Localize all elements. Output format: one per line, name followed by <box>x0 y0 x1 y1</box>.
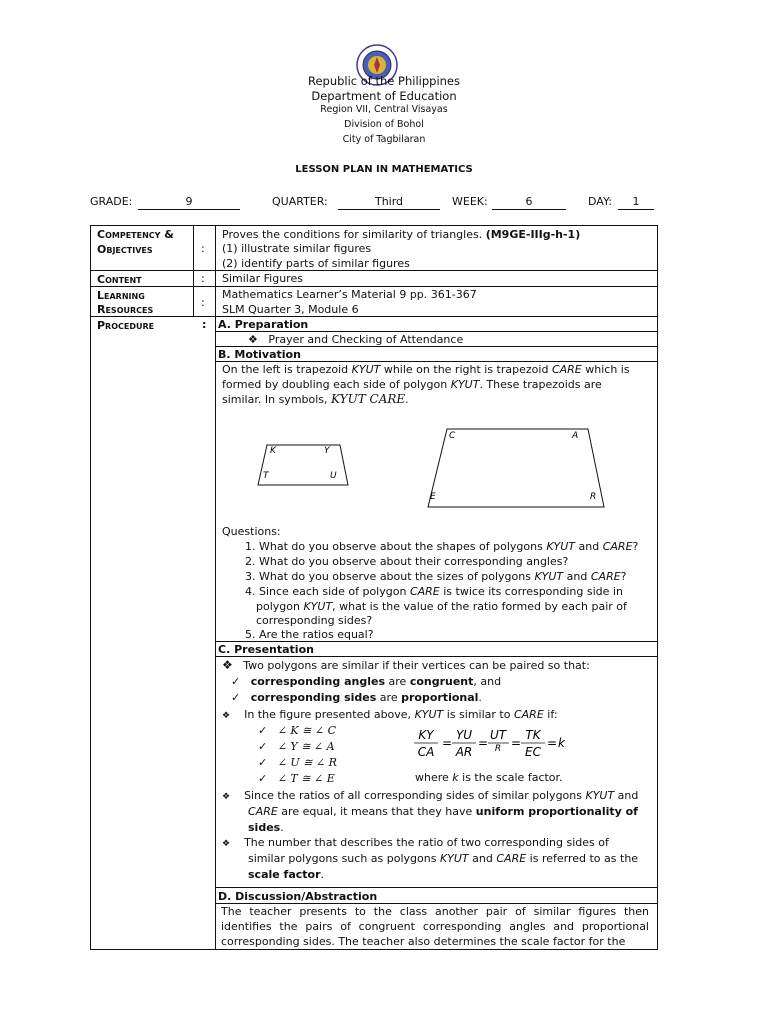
question-4-end: corresponding sides? <box>256 614 373 627</box>
table-divider <box>193 225 194 317</box>
header-republic: Republic of the Philippines <box>307 74 461 88</box>
check-icon: ✓ <box>258 724 268 737</box>
row-divider <box>90 316 658 317</box>
diamond-bullet-icon: ❖ <box>222 792 231 802</box>
discussion-paragraph: The teacher presents to the class another pair of similar figures then identifies the pairs of congruent corresponding angles and proportional corresponding sides. The teacher also determines the scale factor for the <box>221 905 649 948</box>
colon: : <box>201 272 205 285</box>
quarter-value: Third <box>338 195 440 210</box>
condition-angles: ✓ corresponding angles are congruent, and <box>231 675 502 688</box>
vertex-c: C <box>449 431 456 441</box>
presentation-bullet-3: ❖ Since the ratios of all corresponding sides of similar polygons KYUT and <box>222 789 639 802</box>
learning-label: Learning <box>97 289 145 302</box>
resources-label: Resources <box>97 303 154 316</box>
ratio-equation <box>412 727 582 761</box>
equals-sign: = <box>442 736 453 750</box>
scale-k: k <box>558 736 565 750</box>
presentation-bullet-4-cont: similar polygons such as polygons KYUT and CARE is referred to as the <box>248 852 639 865</box>
content-value: Similar Figures <box>222 272 303 285</box>
questions-label: Questions: <box>222 525 281 538</box>
header-division: Division of Bohol <box>344 119 424 130</box>
objective-1: (1) illustrate similar figures <box>222 242 372 255</box>
diamond-bullet-icon: ❖ <box>222 839 231 849</box>
preparation-heading: A. Preparation <box>218 318 309 331</box>
check-icon: ✓ <box>258 772 268 785</box>
content-label: Content <box>97 273 142 286</box>
vertex-k: K <box>270 446 276 456</box>
motivation-heading: B. Motivation <box>218 348 301 361</box>
check-icon: ✓ <box>231 691 241 704</box>
trapezoid-figures <box>250 425 650 515</box>
question-5: 5. Are the ratios equal? <box>245 628 374 641</box>
page-title: LESSON PLAN IN MATHEMATICS <box>295 164 473 175</box>
check-icon: ✓ <box>231 675 241 688</box>
angle-congruence: ✓ ∠ K ≅ ∠ C <box>258 724 336 737</box>
colon: : <box>201 242 205 255</box>
presentation-bullet-2: ❖ In the figure presented above, KYUT is similar to CARE if: <box>222 708 558 721</box>
header-region: Region VII, Central Visayas <box>320 104 448 115</box>
row-divider <box>215 887 658 888</box>
presentation-bullet-3-end: sides. <box>248 821 284 834</box>
ratio-num: UT <box>489 728 507 742</box>
presentation-bullet-3-cont: CARE are equal, it means that they have uniform proportionality of <box>248 805 638 818</box>
procedure-label: Procedure <box>97 319 155 332</box>
motivation-line-2: formed by doubling each side of polygon KYUT. These trapezoids are <box>222 378 602 391</box>
discussion-heading: D. Discussion/Abstraction <box>218 890 378 903</box>
vertex-y: Y <box>324 446 330 456</box>
resource-2: SLM Quarter 3, Module 6 <box>222 303 359 316</box>
question-3: 3. What do you observe about the sizes of polygons KYUT and CARE? <box>245 570 627 583</box>
equals-sign: = <box>478 736 489 750</box>
equals-sign: = <box>547 736 558 750</box>
week-label: WEEK: <box>452 195 488 208</box>
header-department: Department of Education <box>311 89 457 103</box>
vertex-r: R <box>590 492 597 502</box>
grade-value: 9 <box>138 195 240 210</box>
diamond-bullet-icon: ❖ <box>222 711 231 721</box>
grade-label: GRADE: <box>90 195 133 208</box>
question-1: 1. What do you observe about the shapes of polygons KYUT and CARE? <box>245 540 639 553</box>
diamond-bullet-icon: ❖ <box>222 658 233 672</box>
motivation-line-1: On the left is trapezoid KYUT while on the right is trapezoid CARE which is <box>222 363 630 376</box>
quarter-label: QUARTER: <box>272 195 328 208</box>
colon: : <box>201 296 205 309</box>
check-icon: ✓ <box>258 740 268 753</box>
colon: : <box>202 318 207 331</box>
header-city: City of Tagbilaran <box>342 134 426 145</box>
ratio-den: AR <box>455 745 473 759</box>
ratio-den: EC <box>525 745 541 759</box>
equals-sign: = <box>511 736 522 750</box>
objective-2: (2) identify parts of similar figures <box>222 257 410 270</box>
angle-congruence: ✓ ∠ Y ≅ ∠ A <box>258 740 335 753</box>
angle-congruence: ✓ ∠ U ≅ ∠ R <box>258 756 337 769</box>
competency-label: Competency & <box>97 228 174 241</box>
motivation-line-3: similar. In symbols, KYUT CARE. <box>222 392 409 406</box>
condition-sides: ✓ corresponding sides are proportional. <box>231 691 482 704</box>
question-2: 2. What do you observe about their corresponding angles? <box>245 555 569 568</box>
diamond-bullet-icon: ❖ <box>248 333 258 346</box>
day-value: 1 <box>618 195 654 210</box>
table-divider <box>215 225 216 950</box>
competency-text: Proves the conditions for similarity of triangles. (M9GE-IIIg-h-1) <box>222 228 581 241</box>
question-4-cont: polygon KYUT, what is the value of the ratio formed by each pair of <box>256 600 627 613</box>
preparation-item: ❖ Prayer and Checking of Attendance <box>248 333 464 346</box>
ratio-num: TK <box>525 728 541 742</box>
day-label: DAY: <box>588 195 612 208</box>
scale-factor-note: where k is the scale factor. <box>415 771 563 784</box>
ratio-num: YU <box>455 728 473 742</box>
ratio-num: KY <box>418 728 434 742</box>
objectives-label: Objectives <box>97 243 153 256</box>
week-value: 6 <box>492 195 566 210</box>
vertex-u: U <box>330 471 337 481</box>
check-icon: ✓ <box>258 756 268 769</box>
vertex-a: A <box>572 431 579 441</box>
vertex-t: T <box>263 471 269 481</box>
vertex-e: E <box>430 492 436 502</box>
presentation-heading: C. Presentation <box>218 643 314 656</box>
ratio-den: CA <box>417 745 435 759</box>
presentation-bullet-4-end: scale factor. <box>248 868 325 881</box>
ratio-den: R <box>494 744 502 754</box>
presentation-bullet-4: ❖ The number that describes the ratio of two corresponding sides of <box>222 836 609 849</box>
presentation-bullet-1: ❖ Two polygons are similar if their vertices can be paired so that: <box>222 658 590 672</box>
resource-1: Mathematics Learner’s Material 9 pp. 361-367 <box>222 288 477 301</box>
angle-congruence: ✓ ∠ T ≅ ∠ E <box>258 772 335 785</box>
question-4: 4. Since each side of polygon CARE is twice its corresponding side in <box>245 585 623 598</box>
